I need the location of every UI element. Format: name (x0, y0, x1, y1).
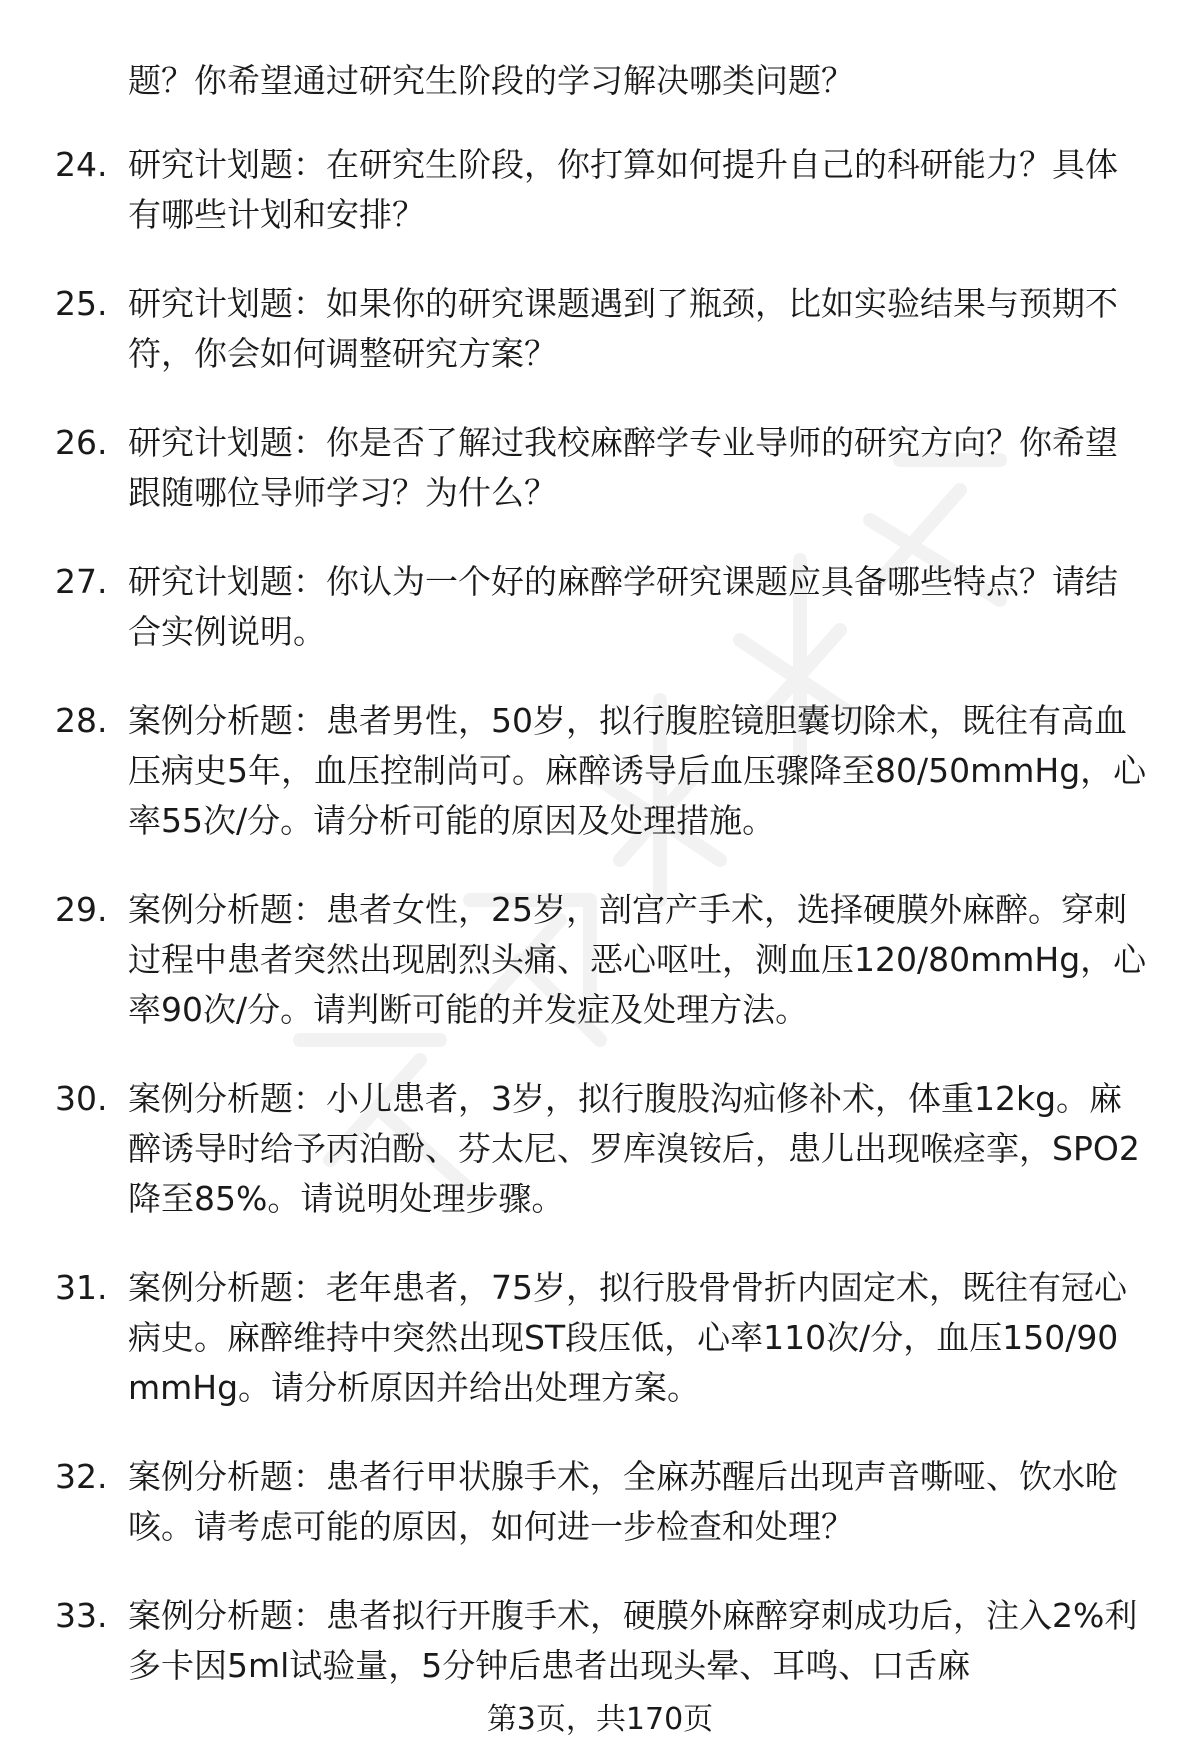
question-number: 30. (55, 1079, 108, 1118)
list-item (0, 1591, 1200, 1691)
question-number: 25. (55, 284, 108, 323)
question-text: 案例分析题：患者女性，25岁，剖宫产手术，选择硬膜外麻醉。穿刺过程中患者突然出现剧烈头痛、恶心呕吐，测血压120/80mmHg，心率90次/分。请判断可能的并发症及处理方法。 (128, 890, 1147, 1029)
question-text: 案例分析题：患者行甲状腺手术，全麻苏醒后出现声音嘶哑、饮水呛咳。请考虑可能的原因，如何进一步检查和处理？ (128, 1457, 1118, 1546)
question-list (0, 140, 1200, 1730)
question-text: 案例分析题：小儿患者，3岁，拟行腹股沟疝修补术，体重12kg。麻醉诱导时给予丙泊酚、芬太尼、罗库溴铵后，患儿出现喉痉挛，SPO2降至85%。请说明处理步骤。 (128, 1079, 1140, 1218)
question-number: 24. (55, 145, 108, 184)
question-number: 32. (55, 1457, 108, 1496)
continuation-text: 题？你希望通过研究生阶段的学习解决哪类问题？ (128, 61, 854, 100)
question-text: 案例分析题：患者拟行开腹手术，硬膜外麻醉穿刺成功后，注入2%利多卡因5ml试验量，5分钟后患者出现头晕、耳鸣、口舌麻 (128, 1596, 1138, 1685)
list-item (0, 140, 1200, 240)
list-item (0, 418, 1200, 518)
question-number: 27. (55, 562, 108, 601)
question-text: 案例分析题：患者男性，50岁，拟行腹腔镜胆囊切除术，既往有高血压病史5年，血压控制尚可。麻醉诱导后血压骤降至80/50mmHg，心率55次/分。请分析可能的原因及处理措施。 (128, 701, 1147, 840)
question-text: 案例分析题：老年患者，75岁，拟行股骨骨折内固定术，既往有冠心病史。麻醉维持中突然出现ST段压低，心率110次/分，血压150/90mmHg。请分析原因并给出处理方案。 (128, 1268, 1127, 1407)
list-item (0, 557, 1200, 657)
page-footer: 第3页，共170页 (486, 1702, 714, 1737)
list-item (0, 885, 1200, 1035)
question-number: 33. (55, 1596, 108, 1635)
list-item (0, 696, 1200, 846)
question-text: 研究计划题：在研究生阶段，你打算如何提升自己的科研能力？具体有哪些计划和安排？ (128, 145, 1118, 234)
question-text: 研究计划题：你认为一个好的麻醉学研究课题应具备哪些特点？请结合实例说明。 (128, 562, 1118, 651)
question-text: 研究计划题：如果你的研究课题遇到了瓶颈，比如实验结果与预期不符，你会如何调整研究方案？ (128, 284, 1118, 373)
list-item (0, 1452, 1200, 1552)
question-number: 31. (55, 1268, 108, 1307)
question-number: 28. (55, 701, 108, 740)
list-item (0, 1263, 1200, 1413)
list-item (0, 279, 1200, 379)
question-text: 研究计划题：你是否了解过我校麻醉学专业导师的研究方向？你希望跟随哪位导师学习？为什么？ (128, 423, 1118, 512)
list-item (0, 1074, 1200, 1224)
question-number: 26. (55, 423, 108, 462)
question-number: 29. (55, 890, 108, 929)
